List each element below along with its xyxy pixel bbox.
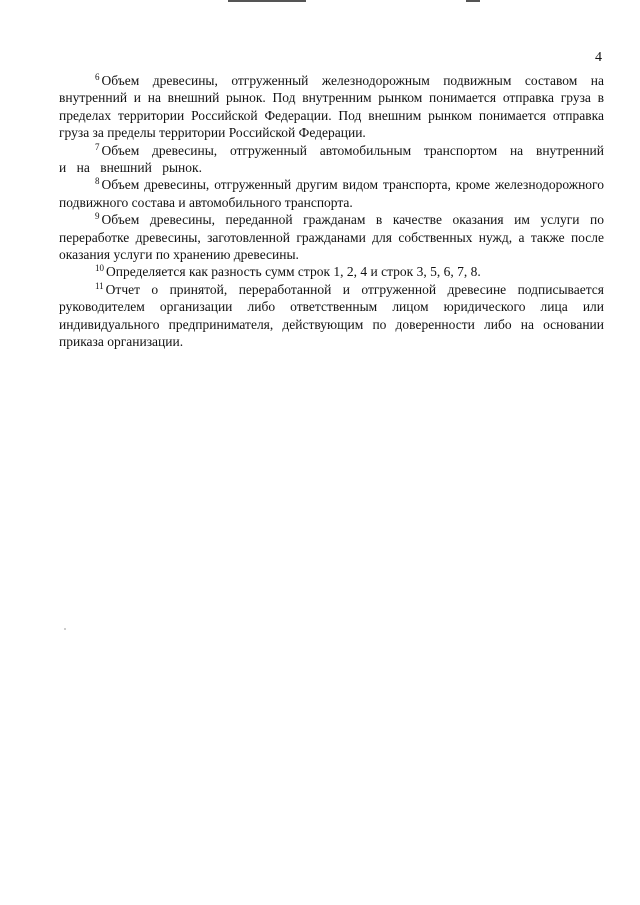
footnote-8-text: Объем древесины, отгруженный другим видом транспорта, кроме железнодорожного подвижного состава и автомобильного транспорта.: [59, 177, 604, 210]
footnote-11-mark: 11: [95, 280, 104, 291]
footnote-8-mark: 8: [95, 176, 100, 187]
footnote-6-text: Объем древесины, отгруженный железнодорожным подвижным составом на внутренний и на внешний рынок. Под внутренним рынком понимается отправка груза в пределах территории Российской Федерации. Под внешним рынком понимается отправка груза за пределы территории Российской Федерации.: [59, 73, 604, 141]
footnote-8: [59, 176, 604, 211]
scan-speck: [64, 628, 66, 630]
page-number: 4: [595, 50, 602, 65]
footnote-9-mark: 9: [95, 211, 100, 222]
footnote-9-text: Объем древесины, переданной гражданам в качестве оказания им услуги по переработке древесины, заготовленной гражданами для собственных нужд, а также после оказания услуги по хранению древесины.: [59, 212, 604, 263]
footnote-7: [59, 142, 604, 177]
footnote-9: [59, 211, 604, 263]
footnote-6: [59, 72, 604, 142]
footnote-10: [59, 263, 604, 280]
footnote-10-text: Определяется как разность сумм строк 1, 2, 4 и строк 3, 5, 6, 7, 8.: [106, 264, 481, 280]
scan-edge-mark-right: [466, 0, 480, 2]
footnote-11: [59, 281, 604, 351]
footnotes-section: [59, 72, 604, 351]
footnote-11-text: Отчет о принятой, переработанной и отгруженной древесине подписывается руководителем организации либо ответственным лицом юридического лица или индивидуального предпринимателя, действующим по доверенности либо на основании приказа организации.: [59, 281, 604, 350]
footnote-7-mark: 7: [95, 141, 100, 152]
footnote-7-text: Объем древесины, отгруженный автомобильным транспортом на внутренний и на внешний рынок.: [59, 142, 604, 176]
footnote-10-mark: 10: [95, 263, 104, 274]
scan-edge-mark-left: [228, 0, 306, 2]
footnote-6-mark: 6: [95, 72, 100, 82]
